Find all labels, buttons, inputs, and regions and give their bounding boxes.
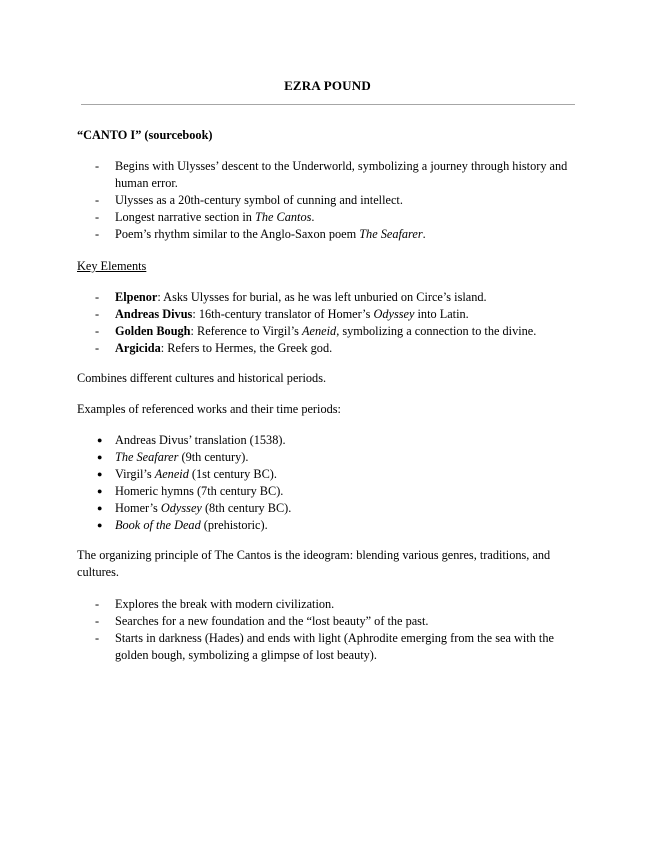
- combines-paragraph: Combines different cultures and historical periods.: [77, 371, 327, 385]
- term: Golden Bough: [115, 324, 191, 338]
- examples-container: [77, 432, 577, 534]
- list-item: ● Andreas Divus’ translation (1538).: [97, 433, 286, 447]
- list-item: ● The Seafarer (9th century).: [97, 450, 249, 464]
- dash-marker: -: [95, 614, 100, 628]
- organizing-paragraph: The organizing principle of The Cantos is the ideogram: blending various genres, traditions, and cultures.: [77, 548, 551, 579]
- bullet-icon: ●: [97, 503, 103, 513]
- closing-container: [77, 596, 577, 664]
- dash-marker: -: [95, 193, 100, 207]
- list-item: - Ulysses as a 20th-century symbol of cunning and intellect.: [95, 193, 403, 207]
- list-item: - Andreas Divus: 16th-century translator of Homer’s Odyssey into Latin.: [95, 307, 469, 321]
- dash-marker: -: [95, 159, 100, 173]
- dash-marker: -: [95, 307, 100, 321]
- document-title: EZRA POUND: [284, 78, 371, 93]
- list-item: - Argicida: Refers to Hermes, the Greek god.: [95, 341, 333, 355]
- list-item: - Searches for a new foundation and the “lost beauty” of the past.: [95, 614, 429, 628]
- dash-marker: -: [95, 210, 100, 224]
- term: Argicida: [115, 341, 161, 355]
- list-item: - Begins with Ulysses’ descent to the Underworld, symbolizing a journey through history and human error.: [95, 159, 568, 190]
- dash-marker: -: [95, 324, 100, 338]
- dash-marker: -: [95, 227, 100, 241]
- term: Elpenor: [115, 290, 158, 304]
- bullet-icon: ●: [97, 452, 103, 462]
- title-divider: [81, 104, 575, 105]
- list-item: - Elpenor: Asks Ulysses for burial, as he was left unburied on Circe’s island.: [95, 290, 487, 304]
- term: Andreas Divus: [115, 307, 193, 321]
- list-item: - Starts in darkness (Hades) and ends with light (Aphrodite emerging from the sea with the golden bough, symbolizing a glimpse of lost beauty).: [95, 631, 554, 662]
- dash-marker: -: [95, 290, 100, 304]
- list-item: ● Book of the Dead (prehistoric).: [97, 518, 268, 532]
- bullet-icon: ●: [97, 520, 103, 530]
- key-elements-list: [77, 289, 577, 357]
- list-item: - Longest narrative section in The Cantos.: [95, 210, 315, 224]
- list-item: ● Homeric hymns (7th century BC).: [97, 484, 284, 498]
- list-item: ● Virgil’s Aeneid (1st century BC).: [97, 467, 277, 481]
- intro-list: [77, 158, 577, 243]
- intro-list-container: [77, 158, 577, 243]
- list-item: ● Homer’s Odyssey (8th century BC).: [97, 501, 292, 515]
- bullet-icon: ●: [97, 486, 103, 496]
- closing-list: [77, 596, 577, 664]
- examples-intro: Examples of referenced works and their time periods:: [77, 402, 341, 416]
- bullet-icon: ●: [97, 435, 103, 445]
- examples-list: [77, 432, 577, 534]
- list-item: - Explores the break with modern civilization.: [95, 597, 335, 611]
- key-elements-heading: Key Elements: [77, 259, 147, 273]
- section-heading: “CANTO I” (sourcebook): [77, 128, 213, 142]
- dash-marker: -: [95, 597, 100, 611]
- dash-marker: -: [95, 341, 100, 355]
- dash-marker: -: [95, 631, 100, 645]
- key-elements-container: [77, 289, 577, 357]
- list-item: - Golden Bough: Reference to Virgil’s Aeneid, symbolizing a connection to the divine.: [95, 324, 537, 338]
- bullet-icon: ●: [97, 469, 103, 479]
- list-item: - Poem’s rhythm similar to the Anglo-Saxon poem The Seafarer.: [95, 227, 426, 241]
